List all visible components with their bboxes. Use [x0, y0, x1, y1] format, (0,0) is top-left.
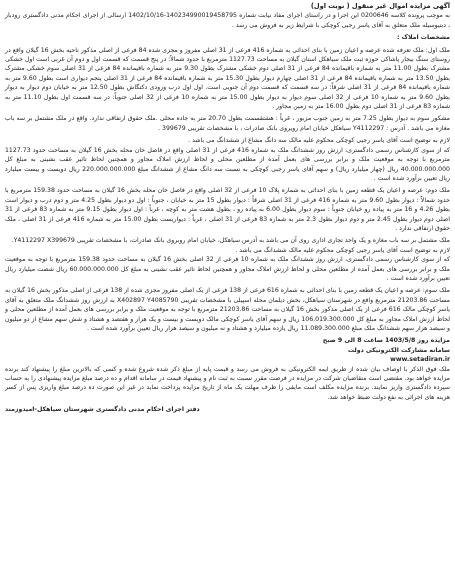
parcel2-description: ملک دوم: عرصه و اعیان یک قطعه زمین با بنای احداثی به شماره پلاک 10 فرعی از 32 اصلی واقع در فاصل خان محله بخش 16 گیلان به مساحت حدود 159.38 مترمربع با حدود شمالاً : دیوار بطول 9.60 متر به شماره 416 فرعی از 31 اصلی شرقاً : دیوار بطول 15 متر به خیابان ، جنوباً : اول دو دیوار بطول 4.25 متر و دوم درب و دیوار است بطول 4.26 و 16 متر به پیاده رو خیابان جنوباً : سوم دیوار بطول 6.00 به پیاده رو ، بطول هشت متر به کوچه ، غرباً : اول دیوار بطول 9.15 متر به شماره 83 فرعی از 31 اصلی دوم دیوار بطول 2.45 متر و دوم دیوار بطول 2.3 متر به شماره 83 فرعی از 31 اصلی ، غرباً : دیواریست بطول 15.00 متر به شماره 416 فرعی از 31 اصلی ، ملک حقوق ارتفاقی ندارد . — [5, 187, 450, 232]
parcel2-owner-note: لازم به توضیح است آقای یاسر رجبی کوچکی محکوم علیه مالک ششدانگ می باشد . — [235, 246, 450, 254]
parcel1-valuation: که از سوی کارشناس رسمی دادگستری، ارزش روز ششدانگ ملک به شماره 416 فرعی از 31 اصلی واقع در فاصل خان محله بخش 16 گیلان به مساحت حدود 1127.73 مترمربع با توجه به موقعیت ملک و برابر بررسی های بعمل آمده از مطلعین محلی و لحاظ ارزش املاک مجاور و همچنین لحاظ تاثیر عقب نشینی به مبلغ کل 40.000.000.000 ریال (چهار میلیارد ریال) و سهم آقای یاسر رجبی کوچکی به نسبت سه دانگ مشاع از ششدانگ مبلغ 220.000.000.000 ریال دویست و بیست میلیارد ریال تعیین برآورد شده است . — [5, 146, 450, 182]
parcel1-description: ملک اول: ملک تعرفه شده عرصه و اعیان زمین با بنای احداثی به شماره 416 فرعی از 31 اصلی مفروز و مجزی شده 84 فرعی از اصلی مذکور ناحیه بخش 16 گیلان واقع در روستای سنگ بیجار پاشاکی حوزه ثبت ملک سیاهکل استان گیلان به مساحت 1127.73 مترمربع با حدود شمالاً: در پنج قسمت که قسمت اول و دوم آن غربی است اول خشکی مشترک بطول 11.00 متر به شماره باقیمانده 84 فرعی از 31 اصلی دوم خشکی مشترک بطول 9.30 متر به شماره باقیمانده 84 فرعی از 31 اصلی سوم خشکی مشترک بطول 13.50 متر به شماره باقیمانده 84 فرعی از 31 اصلی چهارم دیوار بطول 15.30 متر به شماره باقیمانده 84 فرعی از 31 اصلی پنجم دیواری است بطول 9.60 متر به شماره باقیمانده 84 فرعی از 31 اصلی شرقاً: در سه قسمت که قسمت دوم آن جنوبی است. اول اول درب ورودی دکتگاش بطول 12.50 متر به خیابان دوم دیوار به دیوار بطول 9.60 متر به شماره 10 فرعی از 32 اصلی سوم دیوار به دیوار بطول 15.00 متر به شماره 10 فرعی از 32 اصلی جنوباً: در سه قسمت اول بطول 11.10 متر به شماره 83 فرعی از 31 اصلی دوم بطول 16.00 متر به زمین مجاور . — [5, 46, 451, 111]
auction-conditions: ملک فوق الذکر با اوصاف بیان شده از طریق ایمه الکترونیکی به فروش می رسد و قیمت پایه از مبلغ ذکر شده شروع شده و کسی که بالاترین مبلغ را پیشنهاد کند برنده مزایده خواهد بود. مقتضی است متقاضیان شرکت در مزایده در فرصت مقرر نسبت به ثبت نام و پیشنهاد قیمت در سامانه اقدام و ده درصد مبلغ مزایده پیشنهادی را به حساب سپرده دادگستری واریز نمایند. برنده مزایده مکلف است مابقی را ظرف مهلت یک ماه از تاریخ مزایده پرداخت نماید در غیر این صورت ده درصد مبلغ واریزی پس از کسر هزینه های اجرائی به نفع دولت ضبط خواهد شد. — [5, 365, 450, 401]
property-heading: مشخصات املاک : — [397, 34, 450, 42]
notice-title: آگهی مزایده اموال غیر منقول ( نوبت اول) — [310, 2, 450, 10]
system-heading: سامانه مشارکت الکترونیکی دولت — [347, 346, 450, 354]
auction-date: مزایده روز 1403/5/8 ساعت 8 الی 9 صبح — [322, 337, 450, 345]
parcel2-valuation: که از سوی کارشناس رسمی دادگستری، ارزش روز ششدانگ ملک به شماره 10 فرعی از 32 اصلی بخش 16 گیلان به مساحت حدود 159.38 مترمربع با توجه به موقعیت ملک و برابر بررسی های بعمل آمده از مطلعین محلی و لحاظ ارزش املاک مجاور و همچنین لحاظ تاثیر عقب نشینی به مبلغ کل 60.000.000.000 ریال شصت میلیارد ریال تعیین برآورد شده است . — [5, 256, 450, 282]
notice-intro: به موجب پرونده کلاسه 0200646 این اجرا و در راستای اجرای مفاد نیابت شماره 140234990019458795-1402/10/16 ارسالی از اجرای احکام مدنی دادگستری رودبار ، دبنیوسیله ملک متعلق به آقای یاسر رجبی کوچکی با شرایط زیر به فروش می رسد . — [5, 12, 450, 29]
parcel2-description-continued: ملک مشتمل بر سه باب مغازه و یک واحد تجاری اداری روی آن می باشد به آدرس سیاهکل، خیابان امام روبروی بانک صادرات، با مشخصات تقریبی Y4112297 X399679. — [11, 237, 450, 245]
issuer-signature: دفتر اجرای احکام مدنی دادگستری شهرستان سیاهکل-امیدوزمند — [5, 406, 200, 414]
system-url[interactable]: www.setadiran.ir — [390, 356, 450, 364]
parcel1-description-continued: مشکور سوم به دیوار بطول 7.25 متر به زمین جنوب مزبور ، غرباً : هشتقسمت بطول 20.70 متر به جاده محلی .ملک حقوق ارتفاقی ندارد. واقع در ملک مشتمل بر سه باب مغازه می باشد . آدرس : Y4112297 سیاهکل خیابان امام رویروی بانک صادرات ، با مشخصات تقریبی 399679 . — [5, 115, 451, 132]
parcel3-description: ملک سوم: عرصه و اعیان یک قطعه زمین با بنای احداثی به شماره 616 فرعی از 138 فرعی از یک اصلی مفروز مجزی شده از 138 فرعی از اصلی مذکور بخش 16 گیلان به مساحت 21203.86 مترمربع واقع در شهرستان سیاهکل، بخش دیلمان محله اسپیلی با مشخصات تقریبی X402897 Y4085790 به ارزش روز ششدانگ ملک متعلق به آقای یاسر کوچکی مالک 616 فرعی از یک اصلی مذکور بخش 16 گیلان به مساحت 21203.86 مترمربع با توجه به موقعیت ملک و برابر بررسی های بعمل آمده از مطلعین محلی و لحاظ ارزش املاک مجاور به مبلغ کل 106.019.300.000 ریال و سهم آقای یاسر کوچکی مالک دویست و بیست و یک هزار و هفتصد و هشتاد و شش سهم مشاع از دو میلیون و سیصد هزار سهم ششدانگ ملک مبلغ 11.089.300.000 ریال یازده میلیارد و هشتاد و نه میلیون و سیصد هزار ریال تعیین برآورد شده است . — [5, 287, 451, 332]
parcel1-owner-note: لازم به توضیح است آقای یاسر رجبی کوچکی محکوم علیه مالک سه دانگ مشاع از ششدانگ می باشد . — [188, 137, 450, 145]
